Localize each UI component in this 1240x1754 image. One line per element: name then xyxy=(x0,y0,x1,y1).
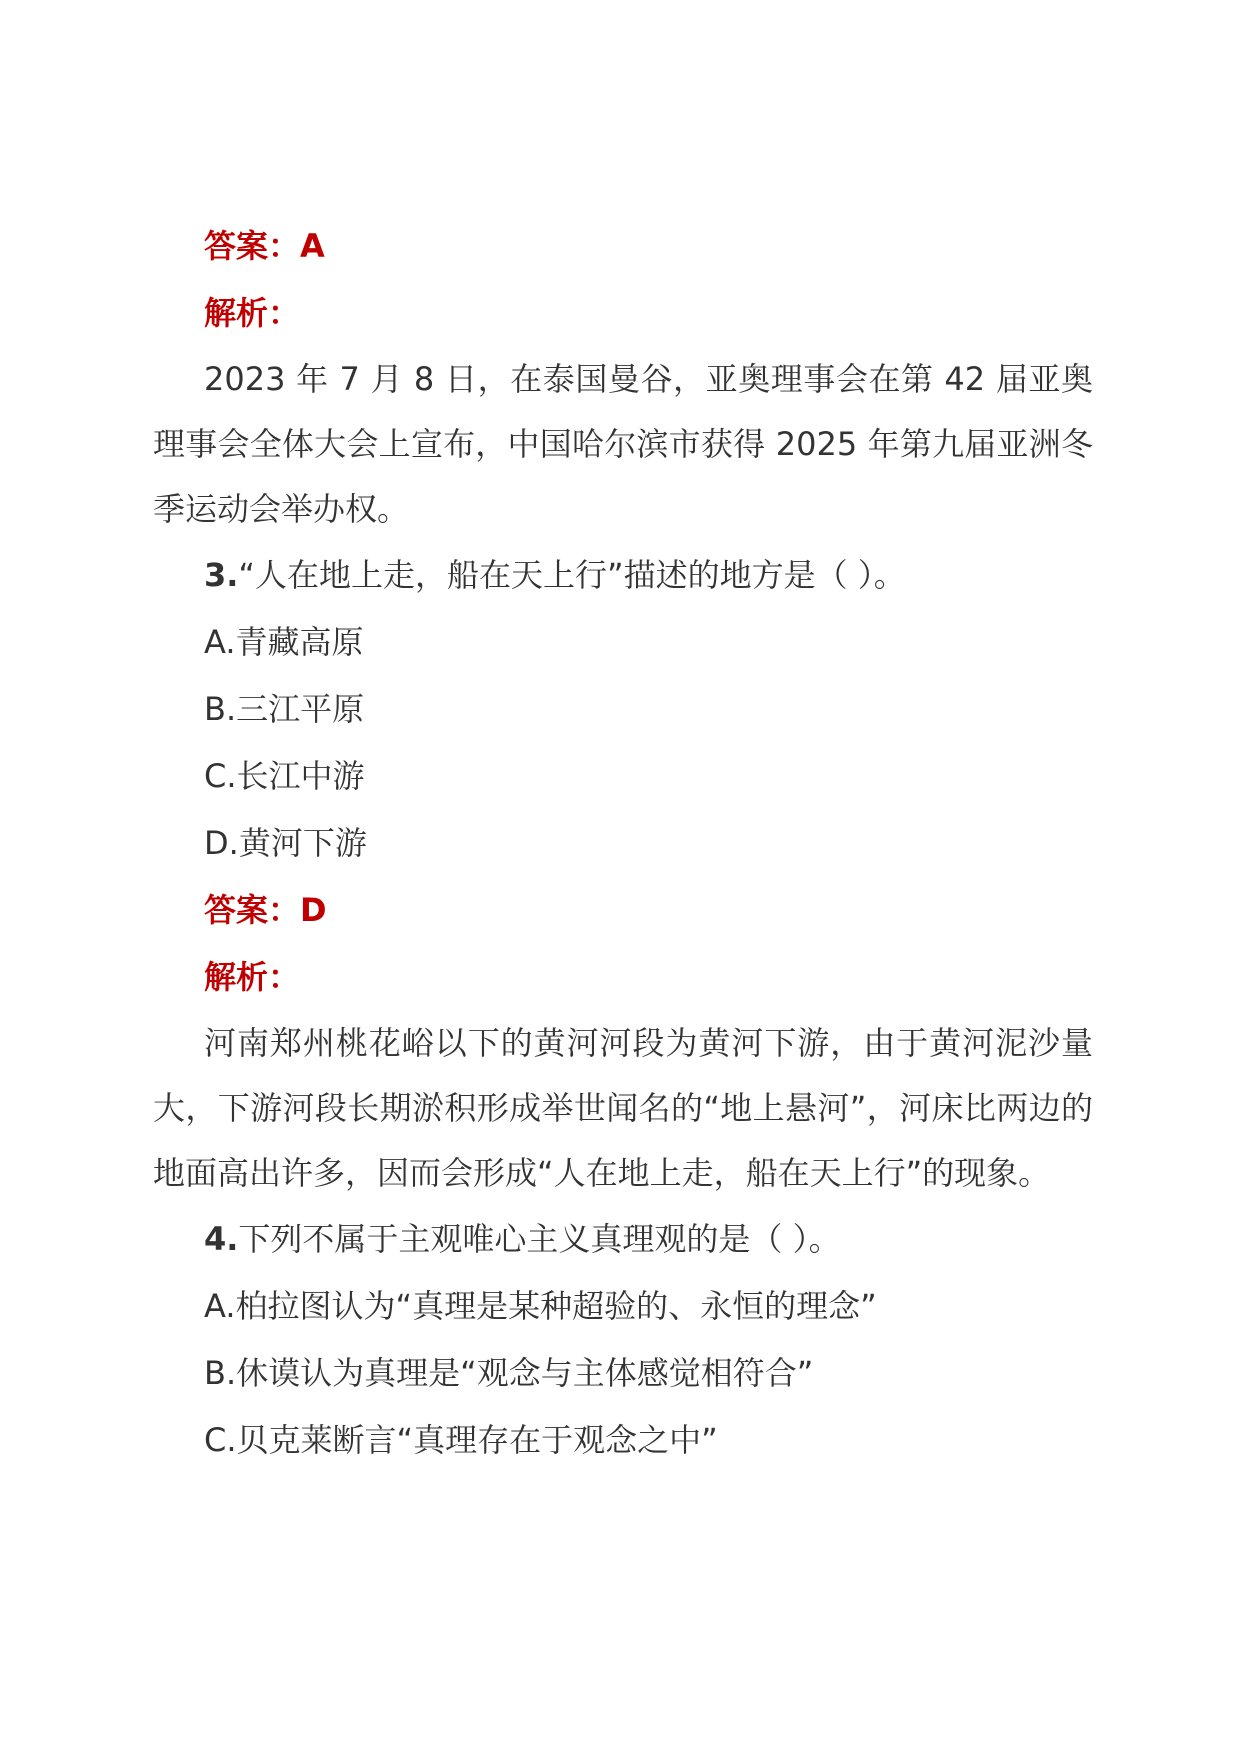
document-page xyxy=(153,213,1093,1474)
q3-question-text: “人在地上走，船在天上行”描述的地方是（ ）。 xyxy=(238,556,906,594)
q4-option-a: A.柏拉图认为“真理是某种超验的、永恒的理念” xyxy=(204,1287,877,1325)
q2-answer: 答案：A xyxy=(204,227,325,265)
q3-analysis-text: 河南郑州桃花峪以下的黄河河段为黄河下游，由于黄河泥沙量大，下游河段长期淤积形成举世闻名的“地上悬河”，河床比两边的地面高出许多，因而会形成“人在地上走，船在天上行”的现象。 xyxy=(153,1024,1093,1192)
q2-analysis-text: 2023 年 7 月 8 日，在泰国曼谷，亚奥理事会在第 42 届亚奥理事会全体大会上宣布，中国哈尔滨市获得 2025 年第九届亚洲冬季运动会举办权。 xyxy=(153,360,1093,528)
q3-option-b: B.三江平原 xyxy=(204,690,365,728)
q4-question-text: 下列不属于主观唯心主义真理观的是（ ）。 xyxy=(238,1220,841,1258)
q2-analysis-label: 解析： xyxy=(204,294,301,332)
q3-option-c: C.长江中游 xyxy=(204,757,365,795)
q3-analysis-label: 解析： xyxy=(204,958,301,996)
q3-question xyxy=(153,542,1093,609)
q4-option-c: C.贝克莱断言“真理存在于观念之中” xyxy=(204,1421,718,1459)
q3-number: 3. xyxy=(204,556,239,594)
q4-number: 4. xyxy=(204,1220,239,1258)
q3-answer: 答案：D xyxy=(204,891,327,929)
q4-question xyxy=(153,1206,1093,1273)
q3-option-a: A.青藏高原 xyxy=(204,623,364,661)
q3-option-d: D.黄河下游 xyxy=(204,824,367,862)
q4-option-b: B.休谟认为真理是“观念与主体感觉相符合” xyxy=(204,1354,814,1392)
